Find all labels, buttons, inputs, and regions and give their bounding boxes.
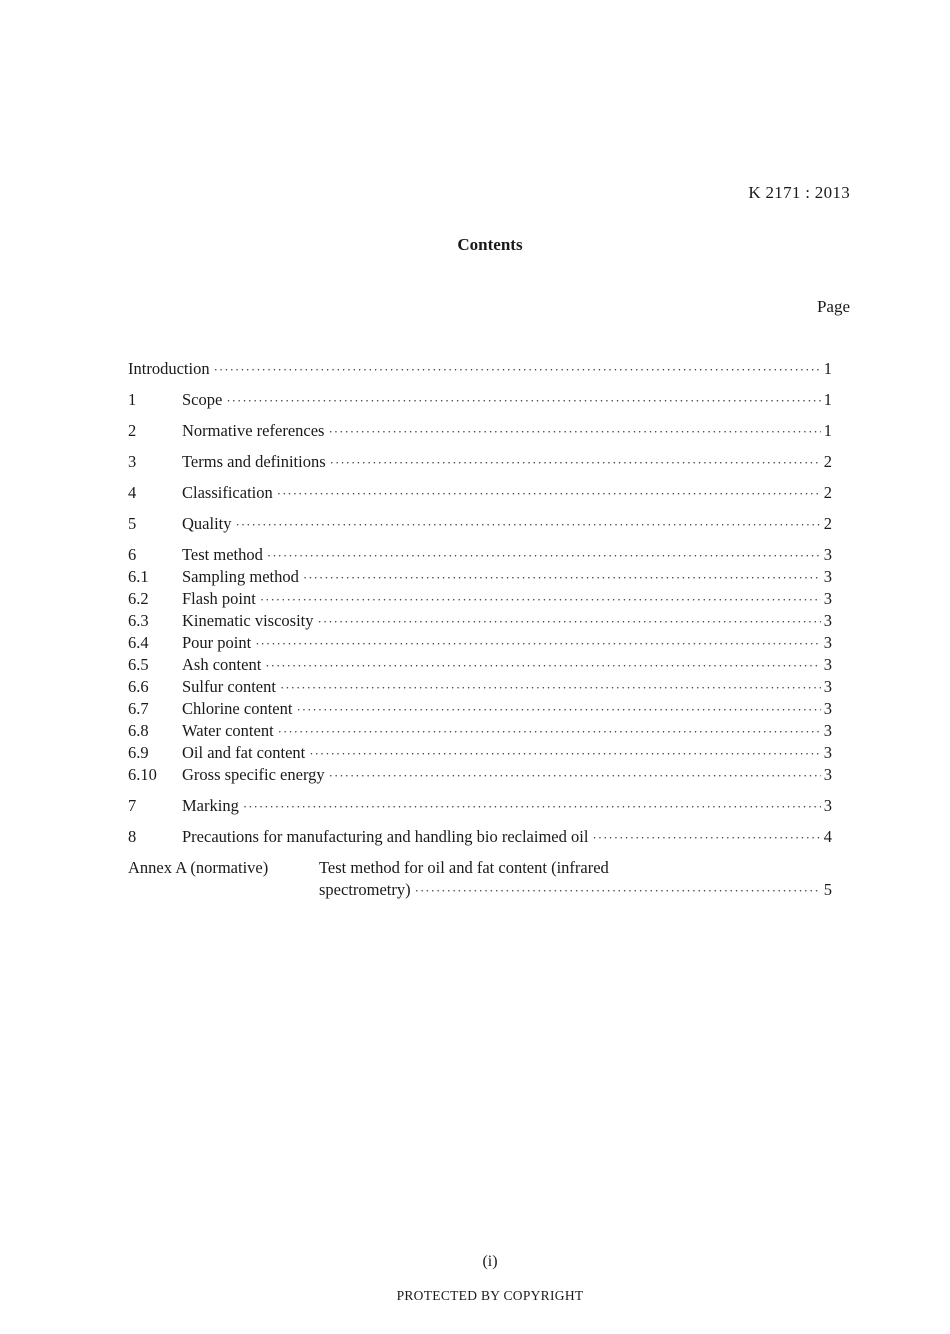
toc-entry-label: Terms and definitions [182, 452, 326, 471]
toc-entry-page: 3 [823, 699, 832, 718]
toc-subentry[interactable] [128, 764, 832, 786]
annex-title-line1: Test method for oil and fat content (infrared [319, 858, 609, 877]
toc-subentry[interactable] [128, 654, 832, 676]
annex-title-line2: spectrometry) [319, 880, 411, 899]
toc-subentry[interactable] [128, 698, 832, 720]
toc-entry[interactable] [128, 482, 832, 504]
toc-entry-label: Normative references [182, 421, 325, 440]
toc-entry-label: Test method [182, 545, 263, 564]
dot-leader [296, 699, 820, 721]
dot-leader [415, 880, 821, 902]
toc-entry-number: 6.9 [128, 743, 149, 762]
toc-entry[interactable] [128, 389, 832, 411]
toc-entry-label: Gross specific energy [182, 765, 325, 784]
toc-entry-label: Sampling method [182, 567, 299, 586]
toc-entry-number: 6.6 [128, 677, 149, 696]
toc-entry-label: Oil and fat content [182, 743, 306, 762]
toc-entry-page: 3 [823, 796, 832, 815]
toc-entry-page: 5 [823, 880, 832, 899]
toc-entry-page: 4 [823, 827, 832, 846]
toc-entry-page: 3 [823, 721, 832, 740]
toc-entry-page: 3 [823, 655, 832, 674]
dot-leader [277, 483, 821, 505]
toc-entry-introduction[interactable] [128, 358, 832, 380]
toc-entry-label: Marking [182, 796, 239, 815]
toc-entry-page: 3 [823, 611, 832, 630]
toc-subentry[interactable] [128, 566, 832, 588]
toc-entry-page: 1 [823, 421, 832, 440]
toc-entry-number: 6 [128, 545, 137, 564]
toc-entry-number: 3 [128, 452, 137, 471]
toc-entry-number: 4 [128, 483, 137, 502]
toc-entry-number: 6.10 [128, 765, 157, 784]
toc-entry-page: 3 [823, 677, 832, 696]
dot-leader [309, 743, 820, 765]
table-of-contents [128, 358, 832, 901]
toc-entry-number: 5 [128, 514, 137, 533]
dot-leader [214, 359, 821, 381]
toc-entry-label: Kinematic viscosity [182, 611, 314, 630]
dot-leader [280, 677, 821, 699]
toc-entry[interactable] [128, 795, 832, 817]
toc-entry-label: Water content [182, 721, 274, 740]
toc-subentry[interactable] [128, 742, 832, 764]
document-id: K 2171 : 2013 [748, 183, 850, 202]
toc-entry-number: 1 [128, 390, 137, 409]
annex-prefix: Annex A (normative) [128, 858, 269, 877]
toc-entry-page: 2 [823, 483, 832, 502]
dot-leader [226, 390, 820, 412]
toc-entry-number: 8 [128, 827, 137, 846]
toc-entry-label: Introduction [128, 359, 210, 378]
toc-subentry[interactable] [128, 676, 832, 698]
dot-leader [278, 721, 821, 743]
dot-leader [328, 421, 820, 443]
toc-entry-label: Chlorine content [182, 699, 293, 718]
toc-entry-annex-a[interactable] [128, 857, 832, 901]
toc-entry-number: 6.2 [128, 589, 149, 608]
toc-entry-page: 3 [823, 545, 832, 564]
toc-entry-label: Sulfur content [182, 677, 276, 696]
toc-entry-label: Precautions for manufacturing and handling bio reclaimed oil [182, 827, 589, 846]
page-number: (i) [482, 1253, 498, 1270]
toc-subentry[interactable] [128, 610, 832, 632]
toc-entry-number: 6.8 [128, 721, 149, 740]
toc-entry[interactable] [128, 826, 832, 848]
toc-entry-page: 3 [823, 589, 832, 608]
toc-entry-label: Scope [182, 390, 223, 409]
page-title: Contents [457, 235, 523, 254]
toc-entry-page: 1 [823, 359, 832, 378]
toc-entry[interactable] [128, 544, 832, 566]
toc-entry-page: 1 [823, 390, 832, 409]
toc-entry-label: Flash point [182, 589, 256, 608]
toc-entry-number: 6.5 [128, 655, 149, 674]
toc-entry-number: 2 [128, 421, 137, 440]
toc-entry-label: Ash content [182, 655, 262, 674]
toc-subentry[interactable] [128, 720, 832, 742]
toc-entry-page: 2 [823, 514, 832, 533]
copyright-notice: PROTECTED BY COPYRIGHT [396, 1288, 584, 1303]
toc-entry[interactable] [128, 513, 832, 535]
dot-leader [329, 765, 821, 787]
dot-leader [303, 567, 821, 589]
dot-leader [243, 796, 821, 818]
dot-leader [592, 827, 820, 849]
toc-entry-number: 6.7 [128, 699, 149, 718]
dot-leader [267, 545, 821, 567]
dot-leader [265, 655, 820, 677]
toc-entry-page: 3 [823, 765, 832, 784]
page-column-label: Page [816, 297, 850, 316]
toc-entry-number: 6.4 [128, 633, 149, 652]
dot-leader [318, 611, 821, 633]
toc-entry-label: Classification [182, 483, 273, 502]
toc-subentry[interactable] [128, 588, 832, 610]
toc-entry[interactable] [128, 451, 832, 473]
toc-entry-number: 6.1 [128, 567, 149, 586]
toc-entry-page: 3 [823, 633, 832, 652]
dot-leader [236, 514, 821, 536]
toc-entry-number: 7 [128, 796, 137, 815]
toc-entry-page: 2 [823, 452, 832, 471]
toc-entry-page: 3 [823, 567, 832, 586]
dot-leader [260, 589, 821, 611]
toc-entry-number: 6.3 [128, 611, 149, 630]
toc-entry[interactable] [128, 420, 832, 442]
toc-entry-label: Quality [182, 514, 232, 533]
toc-entry-page: 3 [823, 743, 832, 762]
dot-leader [330, 452, 821, 474]
toc-subentry[interactable] [128, 632, 832, 654]
dot-leader [255, 633, 821, 655]
toc-entry-label: Pour point [182, 633, 252, 652]
